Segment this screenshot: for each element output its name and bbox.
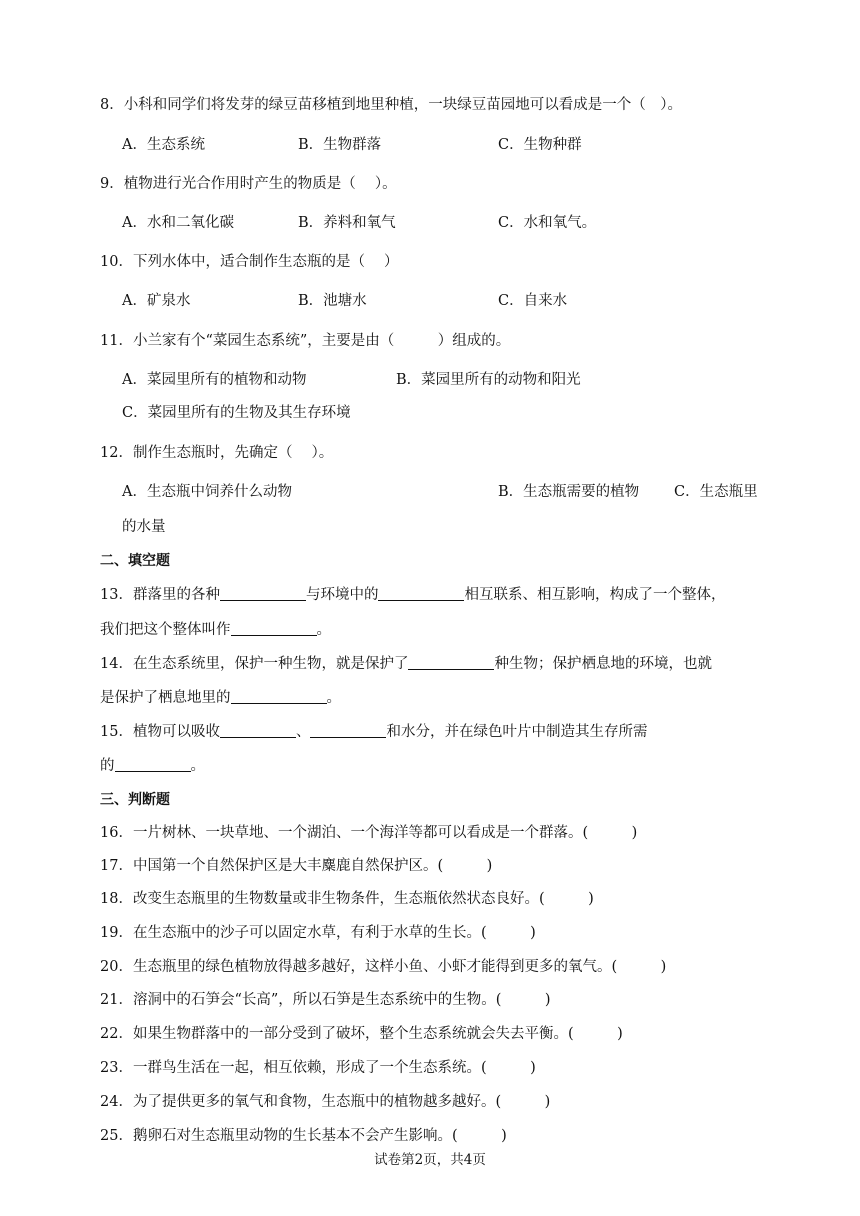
text: 与环境中的 xyxy=(305,587,379,603)
answer-blank[interactable] xyxy=(231,689,327,704)
question-14-line-1 xyxy=(100,654,712,674)
judge-question-24: 24．为了提供更多的氧气和食物，生态瓶中的植物越多越好。( ) xyxy=(100,1094,551,1110)
judge-question-16: 16．一片树林、一块草地、一个湖泊、一个海洋等都可以看成是一个群落。( ) xyxy=(100,825,638,841)
question-13-line-1 xyxy=(100,585,725,605)
option-c: C．菜园里所有的生物及其生存环境 xyxy=(122,405,351,421)
question-8: 8．小科和同学们将发芽的绿豆苗移植到地里种植，一块绿豆苗园地可以看成是一个（ ）。 xyxy=(100,97,682,113)
option-c-continuation: 的水量 xyxy=(122,519,166,535)
text: 13．群落里的各种 xyxy=(100,587,220,603)
text: 15．植物可以吸收 xyxy=(100,724,220,740)
option-a: A．生态瓶中饲养什么动物 xyxy=(122,484,292,500)
answer-blank[interactable] xyxy=(115,757,191,772)
judge-question-21: 21．溶洞中的石笋会“长高”，所以石笋是生态系统中的生物。( ) xyxy=(100,992,551,1008)
option-c: C．水和氧气。 xyxy=(498,215,597,231)
question-13-line-2 xyxy=(100,620,331,640)
answer-blank[interactable] xyxy=(220,586,306,601)
judge-question-18: 18．改变生态瓶里的生物数量或非生物条件，生态瓶依然状态良好。( ) xyxy=(100,891,594,907)
question-15-line-1 xyxy=(100,722,647,742)
text: 是保护了栖息地里的 xyxy=(100,690,231,706)
question-15-line-2 xyxy=(100,756,205,776)
text: 。 xyxy=(190,758,205,774)
page-footer: 试卷第2页，共4页 xyxy=(374,1152,486,1168)
section-title-true-false: 三、判断题 xyxy=(100,792,170,808)
option-b: B．生态瓶需要的植物 xyxy=(498,484,640,500)
section-title-fill-in: 二、填空题 xyxy=(100,553,170,569)
question-14-line-2 xyxy=(100,688,341,708)
question-11: 11．小兰家有个“菜园生态系统”，主要是由（ ）组成的。 xyxy=(100,333,511,349)
judge-question-17: 17．中国第一个自然保护区是大丰麋鹿自然保护区。( ) xyxy=(100,858,493,874)
text: 种生物；保护栖息地的环境，也就 xyxy=(494,656,712,672)
option-a: A．水和二氧化碳 xyxy=(122,215,234,231)
answer-blank[interactable] xyxy=(231,621,317,636)
option-c: C．生态瓶里 xyxy=(674,484,758,500)
question-9: 9．植物进行光合作用时产生的物质是（ ）。 xyxy=(100,176,397,192)
text: 、 xyxy=(295,724,311,740)
option-b: B．菜园里所有的动物和阳光 xyxy=(396,372,581,388)
answer-blank[interactable] xyxy=(310,723,386,738)
text: 我们把这个整体叫作 xyxy=(100,622,231,638)
judge-question-23: 23．一群鸟生活在一起，相互依赖，形成了一个生态系统。( ) xyxy=(100,1060,536,1076)
option-b: B．池塘水 xyxy=(298,293,367,309)
option-c: C．生物种群 xyxy=(498,137,582,153)
judge-question-25: 25．鹅卵石对生态瓶里动物的生长基本不会产生影响。( ) xyxy=(100,1128,507,1144)
question-10: 10．下列水体中，适合制作生态瓶的是（ ） xyxy=(100,254,399,270)
text: 。 xyxy=(326,690,341,706)
text: 相互联系、相互影响，构成了一个整体， xyxy=(464,587,726,603)
judge-question-20: 20．生态瓶里的绿色植物放得越多越好，这样小鱼、小虾才能得到更多的氧气。( ) xyxy=(100,959,667,975)
answer-blank[interactable] xyxy=(220,723,296,738)
judge-question-22: 22．如果生物群落中的一部分受到了破坏，整个生态系统就会失去平衡。( ) xyxy=(100,1026,623,1042)
question-12: 12．制作生态瓶时，先确定（ ）。 xyxy=(100,445,334,461)
option-a: A．矿泉水 xyxy=(122,293,191,309)
option-b: B．养料和氧气 xyxy=(298,215,396,231)
answer-blank[interactable] xyxy=(378,586,464,601)
text: 14．在生态系统里，保护一种生物，就是保护了 xyxy=(100,656,409,672)
text: 。 xyxy=(316,622,331,638)
option-c: C．自来水 xyxy=(498,293,568,309)
text: 和水分，并在绿色叶片中制造其生存所需 xyxy=(386,724,648,740)
answer-blank[interactable] xyxy=(408,655,494,670)
text: 的 xyxy=(100,758,115,774)
option-a: A．生态系统 xyxy=(122,137,205,153)
judge-question-19: 19．在生态瓶中的沙子可以固定水草，有利于水草的生长。( ) xyxy=(100,925,536,941)
option-a: A．菜园里所有的植物和动物 xyxy=(122,372,307,388)
option-b: B．生物群落 xyxy=(298,137,382,153)
